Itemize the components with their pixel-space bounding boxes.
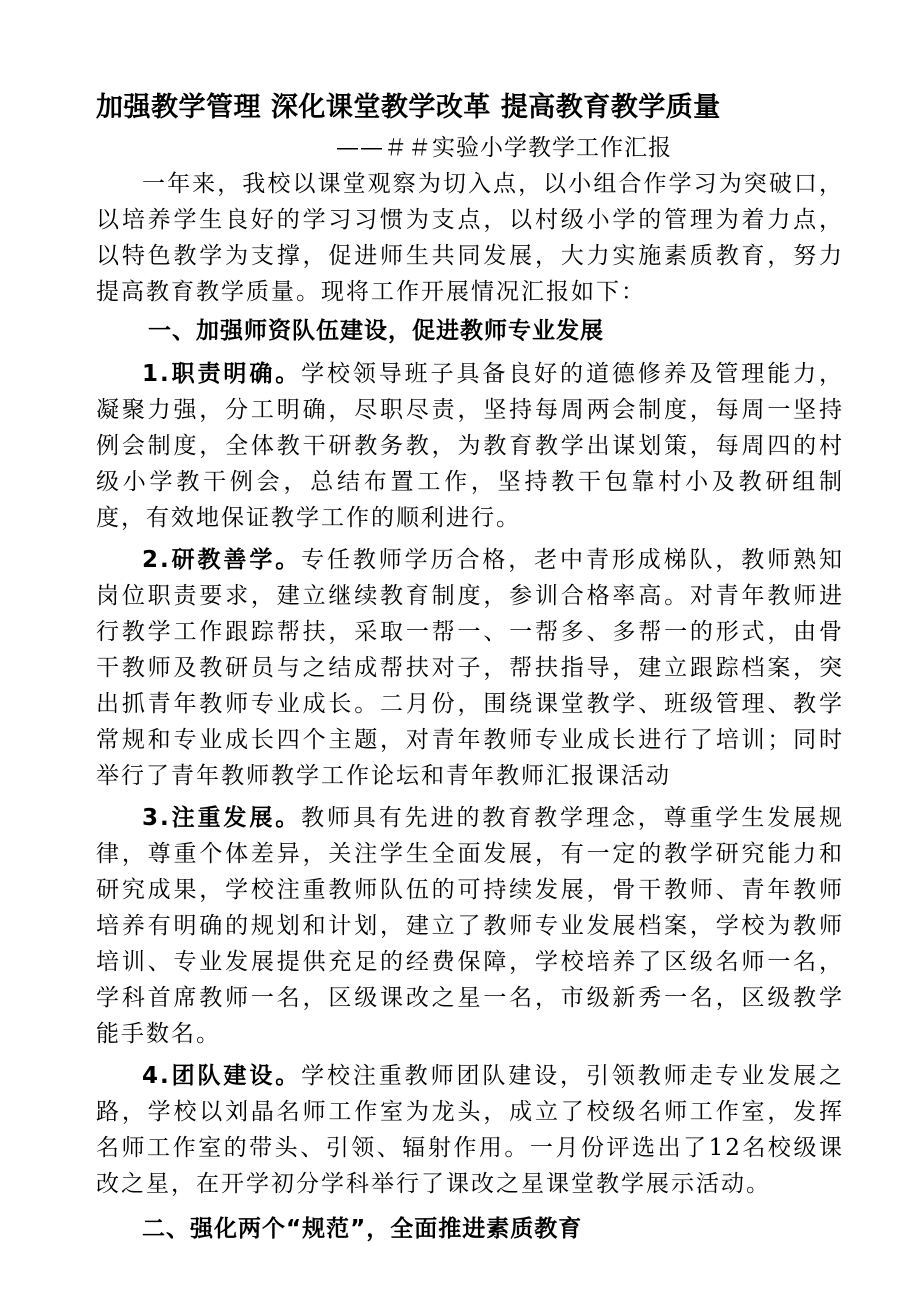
intro-paragraph: 一年来，我校以课堂观察为切入点，以小组合作学习为突破口，以培养学生良好的学习习惯为支点，以村级小学的管理为着力点，以特色教学为支撑，促进师生共同发展，大力实施素质教育，努力提高教育教学质量。现将工作开展情况汇报如下： bbox=[96, 171, 844, 305]
section-1-item-1 bbox=[96, 356, 844, 536]
item-4-lead: 4.团队建设。 bbox=[142, 1063, 302, 1089]
section-1-item-2 bbox=[96, 542, 844, 794]
section-1-item-4 bbox=[96, 1058, 844, 1202]
item-3-text: 教师具有先进的教育教学理念，尊重学生发展规律，尊重个体差异，关注学生全面发展，有一定的教学研究能力和研究成果，学校注重教师队伍的可持续发展，骨干教师、青年教师培养有明确的规划和计划，建立了教师专业发展档案，学校为教师培训、专业发展提供充足的经费保障，学校培养了区级名师一名，学科首席教师一名，区级课改之星一名，市级新秀一名，区级教学能手数名。 bbox=[96, 805, 844, 1047]
item-1-text: 学校领导班子具备良好的道德修养及管理能力，凝聚力强，分工明确，尽职尽责，坚持每周两会制度，每周一坚持例会制度，全体教干研教务教，为教育教学出谋划策，每周四的村级小学教干例会，总结布置工作，坚持教干包靠村小及教研组制度，有效地保证教学工作的顺利进行。 bbox=[96, 361, 844, 531]
document-title: 加强教学管理 深化课堂教学改革 提高教育教学质量 bbox=[96, 92, 721, 123]
section-2-heading: 二、强化两个“规范”，全面推进素质教育 bbox=[142, 1216, 583, 1242]
item-4-text: 学校注重教师团队建设，引领教师走专业发展之路，学校以刘晶名师工作室为龙头，成立了校级名师工作室，发挥名师工作室的带头、引领、辐射作用。一月份评选出了12名校级课改之星，在开学初分学科举行了课改之星课堂教学展示活动。 bbox=[96, 1063, 844, 1197]
item-3-lead: 3.注重发展。 bbox=[142, 805, 302, 831]
document-subtitle: ——＃＃实验小学教学工作汇报 bbox=[336, 135, 672, 161]
section-1-item-3 bbox=[96, 800, 844, 1052]
section-1-heading: 一、加强师资队伍建设，促进教师专业发展 bbox=[148, 318, 604, 344]
item-1-lead: 1.职责明确。 bbox=[142, 361, 302, 387]
item-2-lead: 2.研教善学。 bbox=[142, 547, 302, 573]
item-2-text: 专任教师学历合格，老中青形成梯队，教师熟知岗位职责要求，建立继续教育制度，参训合格率高。对青年教师进行教学工作跟踪帮扶，采取一帮一、一帮多、多帮一的形式，由骨干教师及教研员与之结成帮扶对子，帮扶指导，建立跟踪档案，突出抓青年教师专业成长。二月份，围绕课堂教学、班级管理、教学常规和专业成长四个主题，对青年教师专业成长进行了培训；同时举行了青年教师教学工作论坛和青年教师汇报课活动 bbox=[96, 547, 844, 789]
document-page bbox=[96, 88, 844, 1248]
